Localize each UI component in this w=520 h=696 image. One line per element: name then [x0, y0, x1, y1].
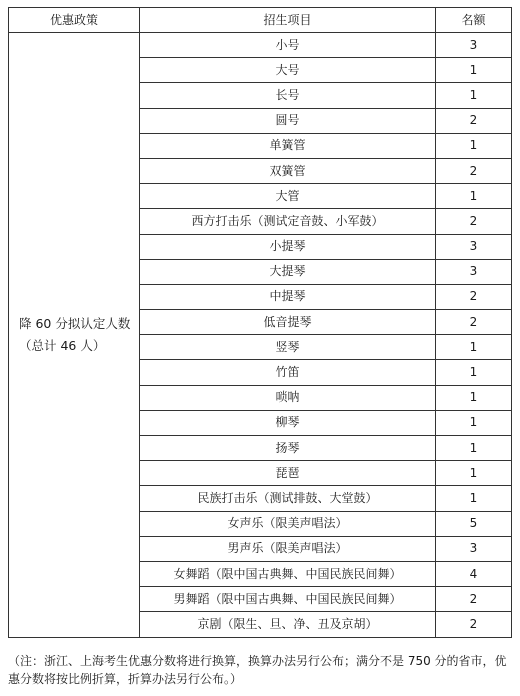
quota-cell: 2 — [436, 612, 512, 637]
header-item: 招生项目 — [140, 8, 436, 33]
quota-cell: 3 — [436, 259, 512, 284]
item-cell: 长号 — [140, 83, 436, 108]
item-cell: 女声乐（限美声唱法） — [140, 511, 436, 536]
item-cell: 男声乐（限美声唱法） — [140, 536, 436, 561]
header-quota: 名额 — [436, 8, 512, 33]
quota-cell: 5 — [436, 511, 512, 536]
item-cell: 中提琴 — [140, 284, 436, 309]
quota-cell: 1 — [436, 83, 512, 108]
item-cell: 圆号 — [140, 108, 436, 133]
quota-cell: 4 — [436, 561, 512, 586]
quota-cell: 1 — [436, 335, 512, 360]
quota-cell: 2 — [436, 587, 512, 612]
quota-cell: 3 — [436, 536, 512, 561]
item-cell: 竹笛 — [140, 360, 436, 385]
item-cell: 琵琶 — [140, 461, 436, 486]
table-header-row — [9, 8, 512, 33]
item-cell: 女舞蹈（限中国古典舞、中国民族民间舞） — [140, 561, 436, 586]
quota-cell: 2 — [436, 209, 512, 234]
item-cell: 低音提琴 — [140, 310, 436, 335]
quota-cell: 2 — [436, 108, 512, 133]
quota-cell: 1 — [436, 436, 512, 461]
quota-cell: 1 — [436, 58, 512, 83]
quota-cell: 1 — [436, 410, 512, 435]
item-cell: 大号 — [140, 58, 436, 83]
header-policy: 优惠政策 — [9, 8, 140, 33]
item-cell: 男舞蹈（限中国古典舞、中国民族民间舞） — [140, 587, 436, 612]
item-cell: 双簧管 — [140, 158, 436, 183]
item-cell: 扬琴 — [140, 436, 436, 461]
item-cell: 柳琴 — [140, 410, 436, 435]
item-cell: 大管 — [140, 184, 436, 209]
item-cell: 西方打击乐（测试定音鼓、小军鼓） — [140, 209, 436, 234]
quota-cell: 2 — [436, 310, 512, 335]
quota-cell: 2 — [436, 158, 512, 183]
item-cell: 小提琴 — [140, 234, 436, 259]
item-cell: 唢呐 — [140, 385, 436, 410]
table-row — [9, 33, 512, 58]
quota-cell: 1 — [436, 486, 512, 511]
item-cell: 竖琴 — [140, 335, 436, 360]
quota-cell: 1 — [436, 461, 512, 486]
quota-cell: 1 — [436, 360, 512, 385]
quota-cell: 1 — [436, 184, 512, 209]
quota-cell: 1 — [436, 133, 512, 158]
quota-cell: 1 — [436, 385, 512, 410]
item-cell: 大提琴 — [140, 259, 436, 284]
footnote: （注：浙江、上海考生优惠分数将进行换算，换算办法另行公布；满分不是 750 分的省市，优惠分数将按比例折算，折算办法另行公布。） — [8, 654, 507, 686]
quota-cell: 3 — [436, 234, 512, 259]
table-body — [9, 33, 512, 638]
item-cell: 小号 — [140, 33, 436, 58]
policy-cell: 降 60 分拟认定人数（总计 46 人） — [9, 33, 140, 638]
quota-cell: 3 — [436, 33, 512, 58]
item-cell: 民族打击乐（测试排鼓、大堂鼓） — [140, 486, 436, 511]
quota-cell: 2 — [436, 284, 512, 309]
item-cell: 单簧管 — [140, 133, 436, 158]
item-cell: 京剧（限生、旦、净、丑及京胡） — [140, 612, 436, 637]
admission-quota-table — [8, 7, 512, 638]
